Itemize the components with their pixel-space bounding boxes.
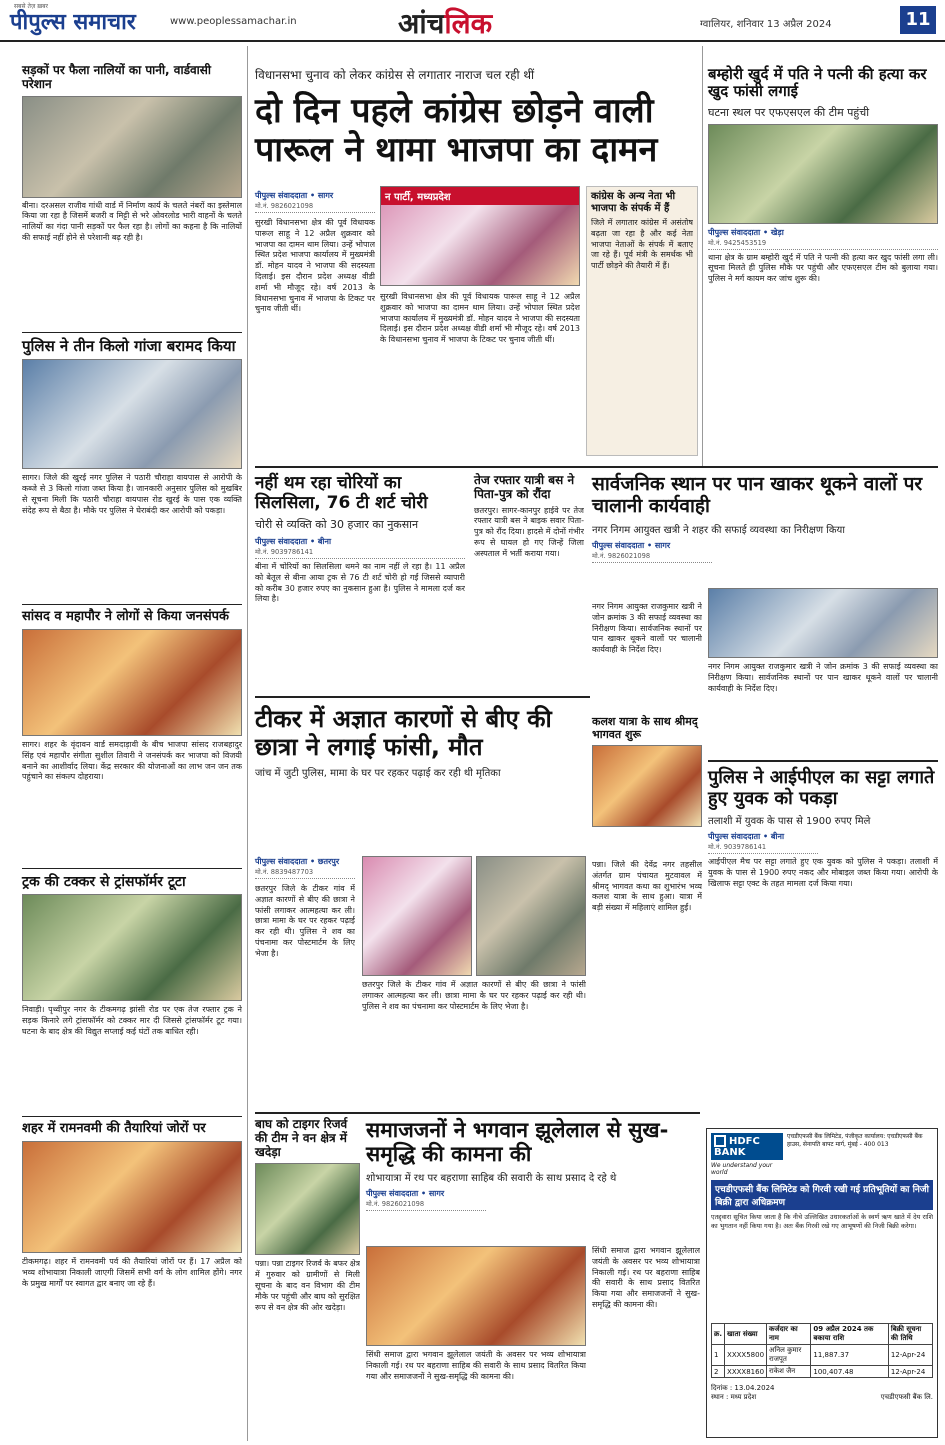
divider xyxy=(708,760,938,762)
story-body: सागर। जिले की खुरई नगर पुलिस ने पठारी चौराहा वायपास से आरोपी के कब्जे से 3 किलो गांजा जब्त किया है। जानकारी अनुसार पुलिस को मुखबिर से सूचना मिली कि पठारी चौराहा वायपास रोड खुरई के पास एक व्यक्ति संदेह रूप से बैठा है। मौके पर पुलिस ने घेराबंदी कर आरोपी को पकड़ा। xyxy=(22,473,242,515)
story-kicker: घटना स्थल पर एफएसएल की टीम पहुंची xyxy=(708,105,870,119)
story-left-4[interactable] xyxy=(22,874,242,1105)
dateline: ग्वालियर, शनिवार 13 अप्रैल 2024 xyxy=(700,19,832,30)
byline-mobile: मो.नं. 8839487703 xyxy=(255,868,314,876)
story-left-5[interactable] xyxy=(22,1122,242,1417)
ad-notice-body: एतद्द्वारा सूचित किया जाता है कि नीचे उल्लिखित उधारकर्ताओं के स्वर्ण ऋण खाते में देय राशि का भुगतान नहीं किया गया है। अतः बैंक गिरवी रखे गए आभूषणों की निजी बिक्री करेगा। xyxy=(711,1213,933,1230)
story-body: बीना। दरअसल राजीव गांधी वार्ड में निर्माण कार्य के चलते नंबरों का इस्तेमाल किया जा रहा है जिसमें बजरी व मिट्टी से भरे ओवरलोड भारी वाहनों के चलते नालियों का गंदा पानी सड़कों पर फैल रहा है। लोगों का कहना है कि नालियों की सफाई नहीं होने से परेशानी बढ़ रही है। xyxy=(22,200,242,242)
story-byline xyxy=(708,831,818,854)
story-left-1[interactable] xyxy=(22,64,242,305)
col-account: खाता संख्या xyxy=(725,1324,767,1345)
table-row xyxy=(712,1366,933,1378)
story-headline[interactable]: तेज रफ्तार यात्री बस ने पिता-पुत्र को रौंदा xyxy=(474,473,575,501)
byline-name: पीपुल्स संवाददाता • बीना xyxy=(255,537,332,547)
lead-body-cont: सुरखी विधानसभा क्षेत्र की पूर्व विधायक पारूल साहू ने 12 अप्रैल शुक्रवार को भाजपा का दामन थाम लिया। उन्हें भोपाल स्थित प्रदेश भाजपा कार्यालय में मुख्यमंत्री डॉ. मोहन यादव ने भाजपा की सदस्यता दिलाई। इस दौरान प्रदेश अध्यक्ष वीडी शर्मा भी मौजूद रहे। वर्ष 2013 के विधानसभा चुनाव में भाजपा के टिकट पर चुनाव जीती थीं। xyxy=(380,292,580,345)
story-low-3[interactable] xyxy=(255,1118,360,1429)
story-mid-2[interactable] xyxy=(474,474,584,706)
story-photo xyxy=(362,856,472,976)
story-body: छतरपुर जिले के टीकर गांव में अज्ञात कारणों से बीए की छात्रा ने फांसी लगाकर आत्महत्या कर ली। छात्रा मामा के घर पर रहकर पढ़ाई कर रही थी। पुलिस ने शव का पंचनामा कर पोस्टमार्टम के लिए भेजा है। xyxy=(255,884,355,958)
story-photo xyxy=(592,745,702,827)
ad-header-text: एचडीएफसी बैंक लिमिटेड, पंजीकृत कार्यालय: एचडीएफसी बैंक हाउस, सेनापति बापट मार्ग, मुंबई - 400 013 xyxy=(787,1133,923,1148)
website-link[interactable]: www.peoplessamachar.in xyxy=(170,16,297,27)
cell-name: राकेश जैन xyxy=(767,1366,811,1378)
brand-tagline: सबसे तेज़ ख़बर xyxy=(14,3,49,10)
story-headline[interactable]: सार्वजनिक स्थान पर पान खाकर थूकने वालों पर चालानी कार्यवाही xyxy=(592,473,923,517)
photo-banner: न पार्टी, मध्यप्रदेश xyxy=(381,187,579,205)
lead-photo xyxy=(380,186,580,286)
bank-logo-icon xyxy=(714,1135,726,1147)
story-byline xyxy=(592,540,712,563)
story-photo xyxy=(366,1246,586,1346)
story-body: पन्ना। पन्ना टाइगर रिजर्व के बफर क्षेत्र में गुरुवार को ग्रामीणों से मिली सूचना के बाद वन विभाग की टीम मौके पर पहुंची और बाघ को सुरक्षित रूप से वन क्षेत्र की ओर खदेड़ा। xyxy=(255,1259,360,1312)
story-kicker: नगर निगम आयुक्त खत्री ने शहर की सफाई व्यवस्था का निरीक्षण किया xyxy=(592,524,845,536)
story-byline xyxy=(255,856,355,879)
lead-byline xyxy=(255,190,375,213)
story-body: सागर। शहर के वृंदावन वार्ड समदाड़ावी के बीच भाजपा सांसद राजबहादुर सिंह एवं महापौर संगीता सुशील तिवारी ने जनसंपर्क कर भाजपा को विजयी बनाने का आशीर्वाद लिया। केंद्र सरकार की योजनाओं का लाभ जन जन तक पहुंचाने का संकल्प दोहराया। xyxy=(22,739,242,782)
ad-header xyxy=(711,1133,933,1176)
story-body: टीकमगढ़। शहर में रामनवमी पर्व की तैयारियां जोरों पर हैं। 17 अप्रैल को भव्य शोभायात्रा निकाली जाएगी जिसमें सभी वर्ग के लोग शामिल होंगे। नगर के प्रमुख मार्गों पर स्वागत द्वार बनाए जा रहे हैं। xyxy=(22,1256,242,1288)
ad-table-header xyxy=(712,1324,933,1345)
byline-mobile: मो.नं. 9826021098 xyxy=(592,551,651,560)
byline-mobile: मो.नं. 9425453519 xyxy=(708,238,767,247)
sidebox-body: जिले में लगातार कांग्रेस में असंतोष बढ़ता जा रहा है और कई नेता भाजपा नेताओं के संपर्क में बताए जा रहे हैं। पूर्व मंत्री के समर्थक भी पार्टी छोड़ने की तैयारी में हैं। xyxy=(591,218,693,271)
story-body-cont: सिंधी समाज द्वारा भगवान झूलेलाल जयंती के अवसर पर भव्य शोभायात्रा निकाली गई। रथ पर बहराणा साहिब की सवारी के साथ प्रसाद वितरित किया गया और समाजजनों ने सुख-समृद्धि की कामना की। xyxy=(592,1246,700,1309)
story-low-4[interactable] xyxy=(366,1118,700,1211)
byline-name: पीपुल्स संवाददाता • खेड़ा xyxy=(708,227,784,237)
ad-place: स्थान : मध्य प्रदेश xyxy=(711,1393,757,1401)
story-body: पन्ना। जिले की देवेंद्र नगर तहसील अंतर्गत ग्राम पंचायत मुटवावल में श्रीमद् भागवत कथा का शुभारंभ भव्य कलश यात्रा के साथ हुआ। यात्रा में बड़ी संख्या में महिलाएं शामिल हुईं। xyxy=(592,860,702,913)
bank-slogan: We understand your world xyxy=(711,1162,773,1176)
section-title-a: आंच xyxy=(398,7,445,40)
story-headline[interactable]: कलश यात्रा के साथ श्रीमद् भागवत शुरू xyxy=(592,715,698,741)
story-kicker: चोरी से व्यक्ति को 30 हजार का नुकसान xyxy=(255,518,419,532)
story-photo xyxy=(22,629,242,736)
cell-amount: 11,887.37 xyxy=(811,1345,889,1366)
byline-mobile: मो.नं. 9826021098 xyxy=(366,1200,425,1209)
story-kicker: तलाशी में युवक के पास से 1900 रुपए मिले xyxy=(708,816,871,828)
cell-no: 1 xyxy=(712,1345,725,1366)
divider xyxy=(22,332,242,333)
ad-date: दिनांक : 13.04.2024 xyxy=(711,1384,775,1392)
cell-date: 12-Apr-24 xyxy=(888,1345,932,1366)
story-photo xyxy=(22,894,242,1001)
divider xyxy=(22,604,242,605)
lead-kicker: विधानसभा चुनाव को लेकर कांग्रेस से लगातार नाराज चल रही थीं xyxy=(255,68,535,82)
byline-mobile: मो.नं. 9826021098 xyxy=(255,202,314,210)
page-number: 11 xyxy=(900,6,936,34)
divider xyxy=(255,1112,700,1114)
column-divider xyxy=(702,46,703,466)
column-divider xyxy=(247,46,248,1441)
story-headline[interactable]: बाघ को टाइगर रिजर्व की टीम ने वन क्षेत्र में खदेड़ा xyxy=(255,1117,348,1159)
cell-no: 2 xyxy=(712,1366,725,1378)
lead-sidebox xyxy=(586,186,698,456)
col-date: बिक्री सूचना की तिथि xyxy=(888,1324,932,1345)
story-photo xyxy=(708,588,938,658)
col-name: कर्जदार का नाम xyxy=(767,1324,811,1345)
cell-account: XXXX5800 xyxy=(725,1345,767,1366)
ad-signature: एचडीएफसी बैंक लि. xyxy=(880,1393,933,1401)
story-photo xyxy=(22,1141,242,1253)
hdfc-ad[interactable] xyxy=(706,1128,938,1438)
story-byline xyxy=(708,227,938,250)
bank-logo-block xyxy=(711,1133,783,1176)
lead-body: सुरखी विधानसभा क्षेत्र की पूर्व विधायक पारूल साहू ने 12 अप्रैल शुक्रवार को भाजपा का दामन थाम लिया। उन्हें भोपाल स्थित प्रदेश भाजपा कार्यालय में मुख्यमंत्री डॉ. मोहन यादव ने भाजपा की सदस्यता दिलाई। इस दौरान प्रदेश अध्यक्ष वीडी शर्मा भी मौजूद रहे। वर्ष 2013 के विधानसभा चुनाव में भाजपा के टिकट पर चुनाव जीती थीं। xyxy=(255,218,375,314)
section-title xyxy=(398,4,492,42)
story-mid-1[interactable] xyxy=(255,474,465,732)
cell-name: अनिल कुमार राजपूत xyxy=(767,1345,811,1366)
story-headline[interactable]: बम्होरी खुर्द में पति ने पत्नी की हत्या कर खुद फांसी लगाई xyxy=(708,65,927,101)
story-byline xyxy=(255,536,465,559)
story-low-2[interactable] xyxy=(708,768,938,1087)
story-headline[interactable]: टीकर में अज्ञात कारणों से बीए की छात्रा ने लगाई फांसी, मौत xyxy=(255,705,552,761)
story-body-cont: नगर निगम आयुक्त राजकुमार खत्री ने जोन क्रमांक 3 की सफाई व्यवस्था का निरीक्षण किया। सार्वजनिक स्थानों पर पान खाकर थूकने वालों पर चालानी कार्यवाही के निर्देश दिए। xyxy=(708,662,938,693)
divider xyxy=(22,868,242,869)
table-row xyxy=(712,1345,933,1366)
ad-notice-title: एचडीएफसी बैंक लिमिटेड को गिरवी रखी गई प्रतिभूतियों का निजी बिक्री द्वारा अधिक्रमण xyxy=(711,1180,933,1210)
story-left-3[interactable] xyxy=(22,610,242,870)
story-left-2[interactable] xyxy=(22,338,242,583)
byline-mobile: मो.नं. 9039786141 xyxy=(255,548,314,557)
story-body: बीना में चोरियों का सिलसिला थमने का नाम नहीं ले रहा है। 11 अप्रैल को बेतूल से बीना आया ट्रक से 76 टी शर्ट चोरी हो गईं जिससे व्यापारी को करीब 30 हजार रुपए का नुकसान हुआ है। पुलिस ने मामला दर्ज कर लिया है। xyxy=(255,562,465,604)
story-photo xyxy=(22,359,242,469)
story-photo xyxy=(22,96,242,198)
story-headline[interactable]: नहीं थम रहा चोरियों का सिलसिला, 76 टी शर्ट चोरी xyxy=(255,473,428,513)
story-kicker: जांच में जुटी पुलिस, मामा के घर पर रहकर पढ़ाई कर रही थी मृतिका xyxy=(255,768,501,780)
col-no: क्र. xyxy=(712,1324,725,1345)
ad-footer-left xyxy=(711,1384,775,1402)
story-body-cont: छतरपुर जिले के टीकर गांव में अज्ञात कारणों से बीए की छात्रा ने फांसी लगाकर आत्महत्या कर ली। छात्रा मामा के घर पर रहकर पढ़ाई कर रही थी। पुलिस ने शव का पंचनामा कर पोस्टमार्टम के लिए भेजा है। xyxy=(362,980,586,1011)
story-right-1[interactable] xyxy=(708,66,938,433)
ad-footer xyxy=(711,1384,933,1402)
byline-name: पीपुल्स संवाददाता • सागर xyxy=(592,540,671,550)
story-photo xyxy=(476,856,586,976)
story-photo xyxy=(708,124,938,224)
story-byline xyxy=(366,1188,486,1211)
ad-table xyxy=(711,1323,933,1378)
cell-date: 12-Apr-24 xyxy=(888,1366,932,1378)
byline-name: पीपुल्स संवाददाता • सागर xyxy=(255,191,334,200)
story-headline[interactable]: ट्रक की टक्कर से ट्रांसफॉर्मर टूटा xyxy=(22,874,186,890)
byline-mobile: मो.नं. 9039786141 xyxy=(708,843,767,852)
byline-name: पीपुल्स संवाददाता • बीना xyxy=(708,832,785,842)
cell-account: XXXX8160 xyxy=(725,1366,767,1378)
cell-amount: 100,407.48 xyxy=(811,1366,889,1378)
story-body: आईपीएल मैच पर सट्टा लगाते हुए एक युवक को पुलिस ने पकड़ा। तलाशी में युवक के पास से 1900 रुपए नकद और मोबाइल जब्त किया गया। आरोपी के खिलाफ सट्टा एक्ट के तहत मामला दर्ज किया गया। xyxy=(708,857,938,888)
story-body: नगर निगम आयुक्त राजकुमार खत्री ने जोन क्रमांक 3 की सफाई व्यवस्था का निरीक्षण किया। सार्वजनिक स्थानों पर पान खाकर थूकने वालों पर चालानी कार्यवाही के निर्देश दिए। xyxy=(592,602,702,655)
story-photo xyxy=(255,1163,360,1255)
story-body: सिंधी समाज द्वारा भगवान झूलेलाल जयंती के अवसर पर भव्य शोभायात्रा निकाली गई। रथ पर बहराणा साहिब की सवारी के साथ प्रसाद वितरित किया गया और समाजजनों ने सुख-समृद्धि की कामना की। xyxy=(366,1350,586,1381)
story-body: थाना क्षेत्र के ग्राम बम्होरी खुर्द में पति ने पत्नी की हत्या कर खुद फांसी लगा ली। सूचना मिलते ही पुलिस मौके पर पहुंची और एफएसएल टीम को बुलाया गया। पुलिस ने मर्ग कायम कर जांच शुरू की। xyxy=(708,252,938,284)
story-headline[interactable]: सड़कों पर फैला नालियों का पानी, वार्डवासी परेशान xyxy=(22,63,211,91)
sidebox-title: कांग्रेस के अन्य नेता भी भाजपा के संपर्क में हैं xyxy=(591,191,676,214)
col-amount: 09 अप्रैल 2024 तक बकाया राशि xyxy=(811,1324,889,1345)
story-headline[interactable]: पुलिस ने तीन किलो गांजा बरामद किया xyxy=(22,337,236,355)
section-title-b: लिक xyxy=(444,7,493,40)
divider xyxy=(255,466,938,468)
story-headline[interactable]: सांसद व महापौर ने लोगों से किया जनसंपर्क xyxy=(22,609,230,624)
story-headline[interactable]: पुलिस ने आईपीएल का सट्टा लगाते हुए युवक को पकड़ा xyxy=(708,767,935,809)
story-body: निवाड़ी। पृथ्वीपुर नगर के टीकमगढ़ झांसी रोड पर एक तेज रफ्तार ट्रक ने सड़क किनारे लगे ट्रांसफॉर्मर को टक्कर मार दी जिससे ट्रांसफॉर्मर टूट गया। घटना के बाद क्षेत्र की विद्युत सप्लाई कई घंटों तक बाधित रही। xyxy=(22,1005,242,1036)
bank-name: HDFC BANK xyxy=(714,1136,760,1158)
byline-name: पीपुल्स संवाददाता • छतरपुर xyxy=(255,857,340,866)
story-mid-4[interactable] xyxy=(592,716,702,827)
divider xyxy=(22,1116,242,1117)
lead-headline[interactable]: दो दिन पहले कांग्रेस छोड़ने वाली पारूल ने थामा भाजपा का दामन xyxy=(255,91,658,171)
story-headline[interactable]: समाजजनों ने भगवान झूलेलाल से सुख-समृद्धि की कामना की xyxy=(366,1118,669,1167)
brand-logo[interactable]: पीपुल्स समाचार xyxy=(10,9,136,35)
story-kicker: शोभायात्रा में रथ पर बहराणा साहिब की सवारी के साथ प्रसाद दे रहे थे xyxy=(366,1173,617,1185)
bank-logo xyxy=(711,1133,783,1160)
story-body: छतरपुर। सागर-कानपुर हाईवे पर तेज रफ्तार यात्री बस ने बाइक सवार पिता-पुत्र को रौंद दिया। हादसे में दोनों गंभीर रूप से घायल हो गए जिन्हें जिला अस्पताल में भर्ती कराया गया। xyxy=(474,505,584,558)
story-mid-3[interactable] xyxy=(592,474,938,563)
byline-name: पीपुल्स संवाददाता • सागर xyxy=(366,1189,445,1199)
story-low-1[interactable] xyxy=(255,706,585,779)
divider xyxy=(255,696,590,698)
story-headline[interactable]: शहर में रामनवमी की तैयारियां जोरों पर xyxy=(22,1121,206,1136)
